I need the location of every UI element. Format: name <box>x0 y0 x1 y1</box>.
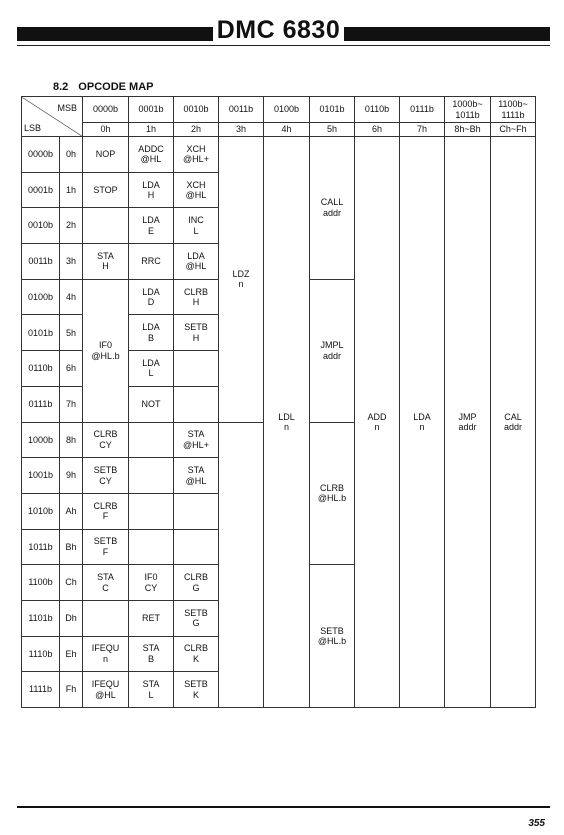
row-header-hex <box>60 458 83 494</box>
column-header-bin <box>445 97 491 123</box>
msb-label: MSB <box>57 103 77 113</box>
row-header-bin <box>22 279 60 315</box>
column-header-hex-text: 6h <box>371 124 382 135</box>
opcode-cell-text: CLRB F <box>93 500 118 522</box>
row-header-hex <box>60 208 83 244</box>
opcode-map-table <box>21 96 536 708</box>
row-header-hex-text: 9h <box>65 470 76 481</box>
column-header-bin <box>355 97 400 123</box>
column-header-bin-text: 0000b <box>92 104 119 115</box>
column-header-bin <box>491 97 536 123</box>
row-header-hex-text: 3h <box>65 256 76 267</box>
row-header-bin-text: 1010b <box>27 505 54 516</box>
row-header-hex <box>60 529 83 565</box>
row-header-hex <box>60 600 83 636</box>
row-header-hex <box>60 244 83 280</box>
header-rule <box>17 45 550 46</box>
opcode-cell <box>219 137 264 423</box>
column-header-hex <box>219 123 264 137</box>
opcode-cell <box>174 565 219 601</box>
opcode-cell <box>174 172 219 208</box>
row-header-bin <box>22 386 60 422</box>
column-header-hex-text: 3h <box>235 124 246 135</box>
opcode-cell <box>129 386 174 422</box>
opcode-cell-text: IF0 CY <box>144 572 158 593</box>
opcode-cell <box>129 315 174 351</box>
opcode-cell-text: ADDC @HL <box>138 143 164 165</box>
opcode-cell-text: CLRB K <box>183 643 208 664</box>
opcode-cell <box>129 279 174 315</box>
opcode-cell-text: IFEQU @HL <box>91 679 120 700</box>
lsb-label: LSB <box>24 122 42 133</box>
opcode-cell <box>174 422 219 458</box>
row-header-hex <box>60 351 83 387</box>
row-header-hex-text: Dh <box>65 613 77 624</box>
row-header-bin-text: 1110b <box>28 648 53 659</box>
column-header-bin-text: 0001b <box>138 104 164 115</box>
opcode-cell-text: SETB CY <box>93 465 118 486</box>
opcode-cell-text: JMPL addr <box>320 340 344 361</box>
opcode-cell <box>129 458 174 494</box>
opcode-cell <box>129 529 174 565</box>
opcode-cell <box>174 672 219 708</box>
opcode-cell-text: STA @HL <box>185 465 207 486</box>
opcode-cell <box>174 279 219 315</box>
opcode-cell-text: STOP <box>93 184 118 195</box>
opcode-cell <box>174 458 219 494</box>
opcode-cell <box>445 137 491 708</box>
section-number: 8.2 <box>53 81 69 93</box>
row-header-hex-text: 7h <box>65 398 76 409</box>
column-header-hex-text: 7h <box>416 124 427 135</box>
opcode-cell <box>129 493 174 529</box>
column-header-bin <box>400 97 445 123</box>
opcode-cell-text: STA B <box>142 643 160 664</box>
column-header-bin <box>310 97 355 123</box>
column-header-hex <box>445 123 491 137</box>
opcode-cell <box>129 565 174 601</box>
column-header-hex-text: 5h <box>326 124 337 135</box>
header-bar-right <box>344 27 550 41</box>
opcode-cell <box>83 172 129 208</box>
header-bar-left <box>17 27 213 41</box>
column-header-bin-text: 1100b~ 1111b <box>498 99 528 120</box>
opcode-cell <box>219 422 264 708</box>
opcode-cell <box>310 279 355 422</box>
row-header-bin-text: 1000b <box>27 434 54 445</box>
opcode-cell <box>174 529 219 565</box>
row-header-hex-text: 8h <box>65 434 76 445</box>
column-header-hex-text: 1h <box>145 124 156 135</box>
row-header-hex-text: 5h <box>65 327 76 338</box>
column-header-bin <box>129 97 174 123</box>
row-header-bin <box>22 565 60 601</box>
opcode-cell <box>83 279 129 422</box>
page-number: 355 <box>528 818 545 829</box>
opcode-cell <box>174 244 219 280</box>
opcode-cell <box>83 529 129 565</box>
opcode-cell-text: CLRB CY <box>93 429 118 450</box>
corner-cell <box>22 97 83 137</box>
opcode-cell <box>355 137 400 708</box>
opcode-cell <box>129 600 174 636</box>
row-header-bin-text: 1101b <box>28 613 53 624</box>
footer-rule <box>17 806 550 808</box>
opcode-cell-text: LDA @HL <box>185 250 207 272</box>
opcode-cell <box>174 386 219 422</box>
row-header-hex-text: 2h <box>65 220 76 231</box>
row-header-bin-text: 1011b <box>28 541 53 552</box>
row-header-bin <box>22 315 60 351</box>
opcode-cell-text: STA H <box>97 250 114 272</box>
opcode-cell-text: SETB @HL.b <box>317 625 347 647</box>
opcode-cell-text: STA C <box>97 572 114 593</box>
opcode-cell <box>129 172 174 208</box>
opcode-cell-text: SETB H <box>184 322 208 343</box>
row-header-hex <box>60 315 83 351</box>
opcode-cell-text: INC L <box>188 215 204 236</box>
opcode-cell <box>83 422 129 458</box>
opcode-cell-text: XCH @HL+ <box>183 143 209 165</box>
row-header-bin-text: 0100b <box>27 291 54 302</box>
column-header-bin-text: 0010b <box>183 104 209 115</box>
column-header-bin-text: 0011b <box>228 104 254 115</box>
row-header-hex-text: 6h <box>65 363 76 374</box>
opcode-cell <box>174 636 219 672</box>
table-row <box>22 137 536 173</box>
column-header-hex-text: 2h <box>190 124 201 135</box>
row-header-hex-text: Bh <box>65 541 77 552</box>
document-title: DMC 6830 <box>216 16 341 44</box>
row-header-hex <box>60 279 83 315</box>
opcode-cell <box>129 422 174 458</box>
row-header-hex <box>60 636 83 672</box>
row-header-bin <box>22 672 60 708</box>
column-header-hex-text: Ch~Fh <box>499 124 527 135</box>
row-header-bin <box>22 172 60 208</box>
row-header-bin <box>22 351 60 387</box>
opcode-cell <box>174 137 219 173</box>
opcode-cell <box>400 137 445 708</box>
column-header-hex <box>355 123 400 137</box>
row-header-bin-text: 0101b <box>27 327 54 338</box>
row-header-hex <box>60 386 83 422</box>
opcode-cell-text: NOP <box>95 149 116 160</box>
row-header-bin-text: 0111b <box>28 398 53 409</box>
row-header-hex <box>60 137 83 173</box>
opcode-cell-text: STA @HL+ <box>183 429 209 450</box>
opcode-cell-text: LDA H <box>142 179 160 201</box>
opcode-cell <box>83 137 129 173</box>
column-header-hex-text: 0h <box>100 124 111 135</box>
column-header-hex <box>310 123 355 137</box>
opcode-cell <box>264 137 310 708</box>
row-header-hex-text: Eh <box>65 648 77 659</box>
opcode-cell-text: LDZ n <box>232 268 250 290</box>
opcode-cell-text: SETB F <box>93 536 118 557</box>
opcode-cell <box>129 244 174 280</box>
column-header-hex <box>174 123 219 137</box>
column-header-bin <box>264 97 310 123</box>
opcode-cell-text: LDA E <box>142 215 160 236</box>
opcode-cell-text: ADD n <box>367 411 387 432</box>
row-header-hex-text: Ch <box>65 577 77 588</box>
opcode-cell <box>174 315 219 351</box>
opcode-cell <box>129 137 174 173</box>
opcode-cell-text: SETB G <box>184 607 208 629</box>
row-header-bin <box>22 493 60 529</box>
row-header-bin-text: 0010b <box>27 220 54 231</box>
row-header-bin <box>22 458 60 494</box>
opcode-cell-text: LDA n <box>413 411 431 432</box>
column-header-hex <box>400 123 445 137</box>
opcode-cell-text: LDA L <box>142 357 160 379</box>
opcode-cell-text: XCH @HL <box>185 179 207 201</box>
opcode-cell-text: CAL addr <box>503 411 522 432</box>
opcode-cell <box>174 208 219 244</box>
opcode-cell <box>491 137 536 708</box>
opcode-cell <box>174 600 219 636</box>
opcode-cell <box>83 208 129 244</box>
opcode-cell-text: CALL addr <box>320 197 344 218</box>
row-header-bin <box>22 244 60 280</box>
row-header-bin-text: 0001b <box>27 184 54 195</box>
row-header-hex <box>60 172 83 208</box>
opcode-cell-text: RET <box>142 613 160 624</box>
row-header-bin <box>22 600 60 636</box>
column-header-bin-text: 1000b~ 1011b <box>452 99 483 120</box>
opcode-cell-text: SETB K <box>184 679 208 700</box>
opcode-cell <box>83 458 129 494</box>
column-header-hex <box>83 123 129 137</box>
opcode-cell-text: CLRB G <box>183 572 208 593</box>
row-header-bin <box>22 636 60 672</box>
row-header-hex <box>60 422 83 458</box>
opcode-cell-text: LDL n <box>278 411 295 432</box>
column-header-hex <box>264 123 310 137</box>
row-header-hex-text: Ah <box>65 505 77 516</box>
column-header-bin-text: 0110b <box>364 104 390 115</box>
row-header-bin <box>22 422 60 458</box>
row-header-bin <box>22 137 60 173</box>
opcode-cell <box>83 244 129 280</box>
opcode-cell-text: JMP addr <box>458 411 477 432</box>
column-header-bin <box>174 97 219 123</box>
opcode-cell <box>83 636 129 672</box>
column-header-hex <box>491 123 536 137</box>
opcode-cell <box>83 600 129 636</box>
row-header-bin-text: 1111b <box>28 684 53 695</box>
row-header-hex-text: Fh <box>65 684 77 695</box>
section-title: OPCODE MAP <box>78 81 154 93</box>
row-header-bin-text: 0110b <box>28 363 53 374</box>
column-header-bin <box>83 97 129 123</box>
row-header-bin-text: 0011b <box>28 256 53 267</box>
row-header-hex-text: 0h <box>65 149 76 160</box>
opcode-cell <box>129 351 174 387</box>
opcode-cell <box>83 565 129 601</box>
opcode-cell-text: CLRB H <box>183 286 208 308</box>
opcode-cell <box>129 672 174 708</box>
row-header-hex <box>60 672 83 708</box>
opcode-cell-text: CLRB @HL.b <box>317 482 347 504</box>
opcode-cell-text: LDA D <box>142 286 160 308</box>
opcode-cell <box>129 636 174 672</box>
row-header-bin-text: 1001b <box>27 470 54 481</box>
row-header-bin <box>22 529 60 565</box>
opcode-cell <box>310 422 355 565</box>
opcode-cell <box>310 137 355 280</box>
opcode-cell-text: RRC <box>141 256 161 267</box>
opcode-cell-text: NOT <box>141 398 161 409</box>
opcode-cell-text: STA L <box>142 679 160 700</box>
row-header-hex <box>60 565 83 601</box>
row-header-bin-text: 1100b <box>28 577 53 588</box>
opcode-cell <box>129 208 174 244</box>
row-header-hex <box>60 493 83 529</box>
row-header-hex-text: 4h <box>65 291 76 302</box>
opcode-cell <box>174 351 219 387</box>
opcode-cell-text: LDA B <box>142 322 160 343</box>
opcode-cell <box>310 565 355 708</box>
column-header-hex-text: 8h~Bh <box>454 124 481 135</box>
column-header-hex-text: 4h <box>281 124 292 135</box>
row-header-bin-text: 0000b <box>27 149 54 160</box>
opcode-cell <box>83 493 129 529</box>
column-header-bin-text: 0100b <box>273 104 300 115</box>
section-heading <box>53 81 163 93</box>
opcode-cell <box>174 493 219 529</box>
row-header-hex-text: 1h <box>65 184 76 195</box>
column-header-bin-text: 0111b <box>410 104 434 115</box>
column-header-bin-text: 0101b <box>319 104 345 115</box>
opcode-cell-text: IFEQU n <box>91 643 120 664</box>
column-header-hex <box>129 123 174 137</box>
row-header-bin <box>22 208 60 244</box>
column-header-bin <box>219 97 264 123</box>
opcode-cell-text: IF0 @HL.b <box>91 340 120 361</box>
opcode-cell <box>83 672 129 708</box>
